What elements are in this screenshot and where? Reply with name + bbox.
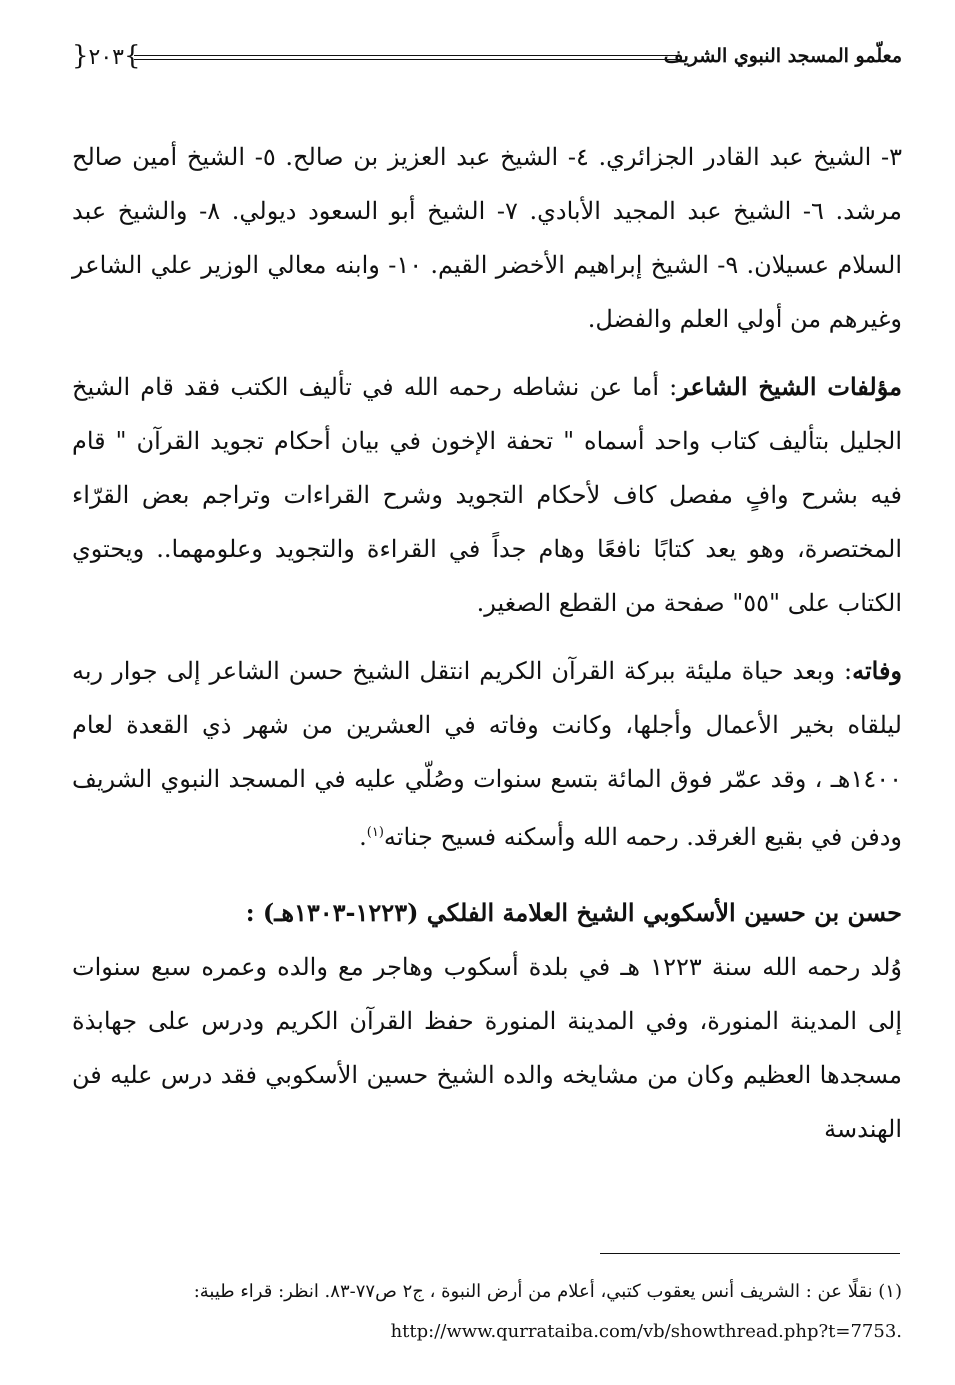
header-rule [134,55,680,60]
main-text [72,130,902,1156]
page-number-bracket-close: { [72,41,89,71]
page-header [72,38,902,78]
paragraph-students-list: ٣- الشيخ عبد القادر الجزائري. ٤- الشيخ عبد العزيز بن صالح. ٥- الشيخ أمين صالح مرشد. ٦- الشيخ عبد المجيد الأبادي. ٧- الشيخ أبو السعود ديولي. ٨- والشيخ عبد السلام عسيلان. ٩- الشيخ إبراهيم الأخضر القيم. ١٠- وابنه معالي الوزير علي الشاعر وغيرهم من أولي العلم والفضل. [72,143,902,333]
paragraph-death [72,644,902,864]
footnote [72,1272,902,1352]
page-number [72,38,141,76]
page-number-value: ٢٠٣ [88,45,124,70]
works-text: : أما عن نشاطه رحمه الله في تأليف الكتب فقد قام الشيخ الجليل بتأليف كتاب واحد أسماه " تحفة الإخون في بيان أحكام تجويد القرآن " قام فيه بشرح وافٍ مفصل كاف لأحكام التجويد وشرح القراءات وتراجم بعض القرّاء المختصرة، وهو يعد كتابًا نافعًا وهام جداً في القراءة والتجويد وعلومهما.. ويحتوي الكتاب على "٥٥" صفحة من القطع الصغير. [72,373,902,617]
section-heading-text: حسن بن حسين الأسكوبي الشيخ العلامة الفلكي (١٢٢٣-١٣٠٣هـ) : [245,898,902,927]
footnote-url: http://www.qurrataiba.com/vb/showthread.php?t=7753 [390,1321,897,1342]
death-heading: وفاته [852,656,902,685]
footnote-end: . [896,1321,902,1342]
footnote-text: (١) نقلًا عن : الشريف أنس يعقوب كتبي، أعلام من أرض النبوة ، ج٢ ص٧٧-٨٣. انظر: قراء طيبة: [193,1281,902,1302]
footnote-rule [600,1253,900,1254]
death-text: : وبعد حياة مليئة ببركة القرآن الكريم انتقل الشيخ حسن الشاعر إلى جوار ربه ليلقاه بخير الأعمال وأجلها، وكانت وفاته في العشرين من شهر ذي القعدة لعام ١٤٠٠هـ ، وقد عمّر فوق المائة بتسع سنوات وصُلّي عليه في المسجد النبوي الشريف ودفن في بقيع الغرقد. رحمه الله وأسكنه فسيح جناته [72,657,902,851]
footnote-reference: (١) [366,825,384,840]
paragraph-works [72,360,902,630]
works-heading: مؤلفات الشيخ الشاعر [677,372,902,401]
running-title: معلّمو المسجد النبوي الشريف [663,45,902,67]
paragraph-biography: وُلد رحمه الله سنة ١٢٢٣ هـ في بلدة أسكوب وهاجر مع والده وعمره سبع سنوات إلى المدينة المنورة، وفي المدينة المنورة حفظ القرآن الكريم ودرس على جهابذة مسجدها العظيم وكان من مشايخه والده الشيخ حسين الأسكوبي فقد درس عليه فن الهندسة [72,953,902,1143]
spacer [72,864,902,886]
spacer [72,346,902,360]
page-number-bracket-open: } [124,41,141,71]
death-text-end: . [359,823,367,851]
section-heading [72,886,902,940]
spacer [72,630,902,644]
